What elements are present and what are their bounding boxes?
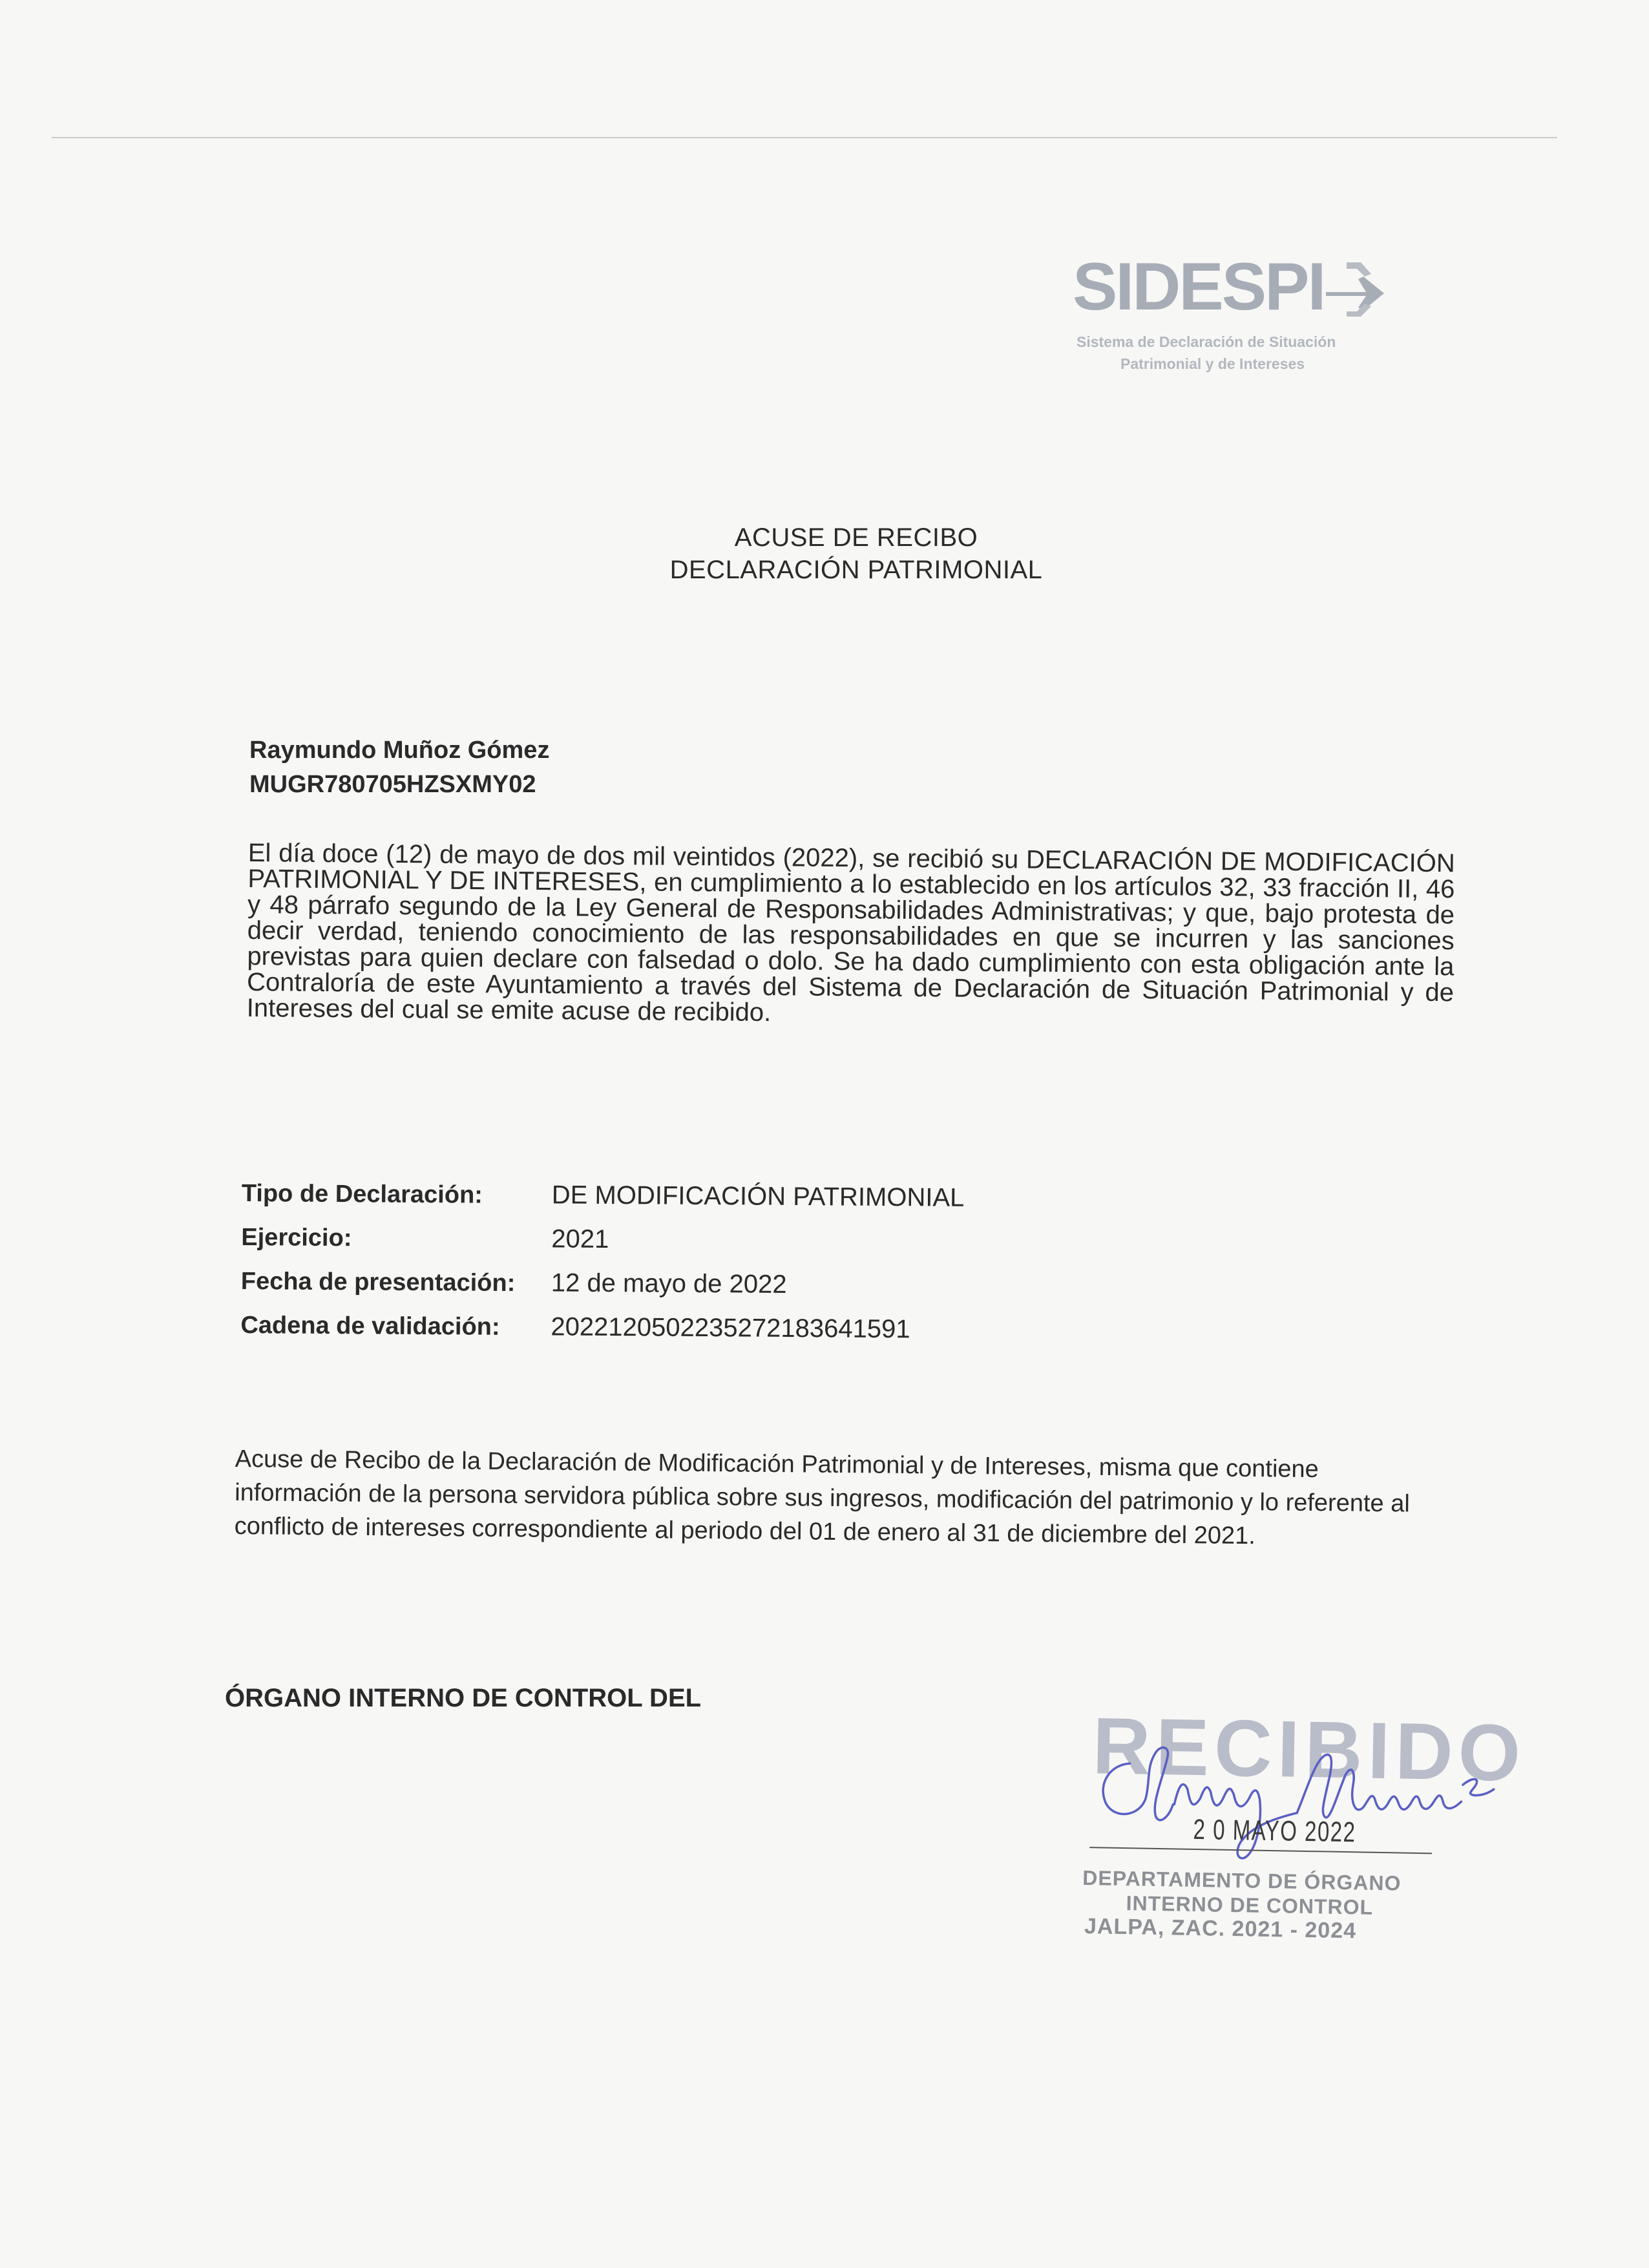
sidespi-logo bbox=[1073, 249, 1409, 383]
logo-tagline-1: Sistema de Declaración de Situación bbox=[1077, 333, 1336, 350]
detail-row-date bbox=[241, 1266, 1016, 1316]
declarant-id: MUGR780705HZSXMY02 bbox=[249, 771, 536, 798]
stamp-location: JALPA, ZAC. 2021 - 2024 bbox=[1084, 1914, 1357, 1944]
stamp-heading: RECIBIDO bbox=[1091, 1701, 1527, 1798]
logo-wordmark: SIDESPI bbox=[1073, 249, 1325, 324]
organo-heading: ÓRGANO INTERNO DE CONTROL DEL bbox=[225, 1684, 702, 1712]
stamp-control: INTERNO DE CONTROL bbox=[1126, 1891, 1374, 1919]
detail-value: 2021 bbox=[551, 1224, 609, 1254]
stamp-date: 2 0 MAYO 2022 bbox=[1193, 1813, 1356, 1849]
detail-label: Ejercicio: bbox=[241, 1223, 352, 1252]
summary-paragraph: Acuse de Recibo de la Declaración de Modificación Patrimonial y de Intereses, misma que contiene información de la persona servidora pública sobre sus ingresos, modificación del patrimonio y lo referente al conflicto de intereses correspondiente al periodo del 01 de enero al 31 de diciembre del 2021. bbox=[234, 1445, 1410, 1550]
detail-row-type bbox=[242, 1179, 1017, 1228]
logo-tagline-2: Patrimonial y de Intereses bbox=[1120, 355, 1305, 372]
detail-label: Fecha de presentación: bbox=[240, 1267, 516, 1297]
detail-row-validation bbox=[240, 1310, 1016, 1360]
handwritten-signature-icon bbox=[1083, 1706, 1512, 1874]
detail-value: 20221205022352721836415​91 bbox=[551, 1312, 910, 1344]
arrow-icon bbox=[1321, 255, 1398, 326]
detail-value: DE MODIFICACIÓN PATRIMONIAL bbox=[551, 1181, 965, 1212]
received-stamp bbox=[1081, 1701, 1527, 1958]
declarant-name: Raymundo Muñoz Gómez bbox=[249, 737, 550, 764]
receipt-paragraph: El día doce (12) de mayo de dos mil veintidos (2022), se recibió su DECLARACIÓN DE MODIFICACIÓN PATRIMONIAL Y DE INTERESES, en cumplimiento a lo establecido en los artículos 32, 33 fracción II, 46 y 48 párrafo segundo de la Ley General de Responsabilidades Administrativas; y que, bajo protesta de decir verdad, teniendo conocimiento de las responsabilidades en que se incurren y las sanciones previstas para quien declare con falsedad o dolo. Se ha dado cumplimiento con esta obligación ante la Contraloría de este Ayuntamiento a través del Sistema de Declaración de Situación Patrimonial y de Intereses del cual se emite acuse de recibido. bbox=[246, 839, 1455, 1027]
document-title-line1: ACUSE DE RECIBO bbox=[734, 523, 978, 552]
document-title-line2: DECLARACIÓN PATRIMONIAL bbox=[669, 556, 1043, 584]
detail-row-exercise bbox=[241, 1223, 1016, 1272]
declaration-details bbox=[240, 1179, 1017, 1360]
detail-value: 12 de mayo de 2022 bbox=[551, 1268, 787, 1299]
detail-label: Tipo de Declaración: bbox=[241, 1180, 483, 1209]
detail-label: Cadena de validación: bbox=[240, 1311, 500, 1341]
scan-edge-line bbox=[52, 137, 1557, 138]
stamp-department: DEPARTAMENTO DE ÓRGANO bbox=[1082, 1865, 1402, 1895]
